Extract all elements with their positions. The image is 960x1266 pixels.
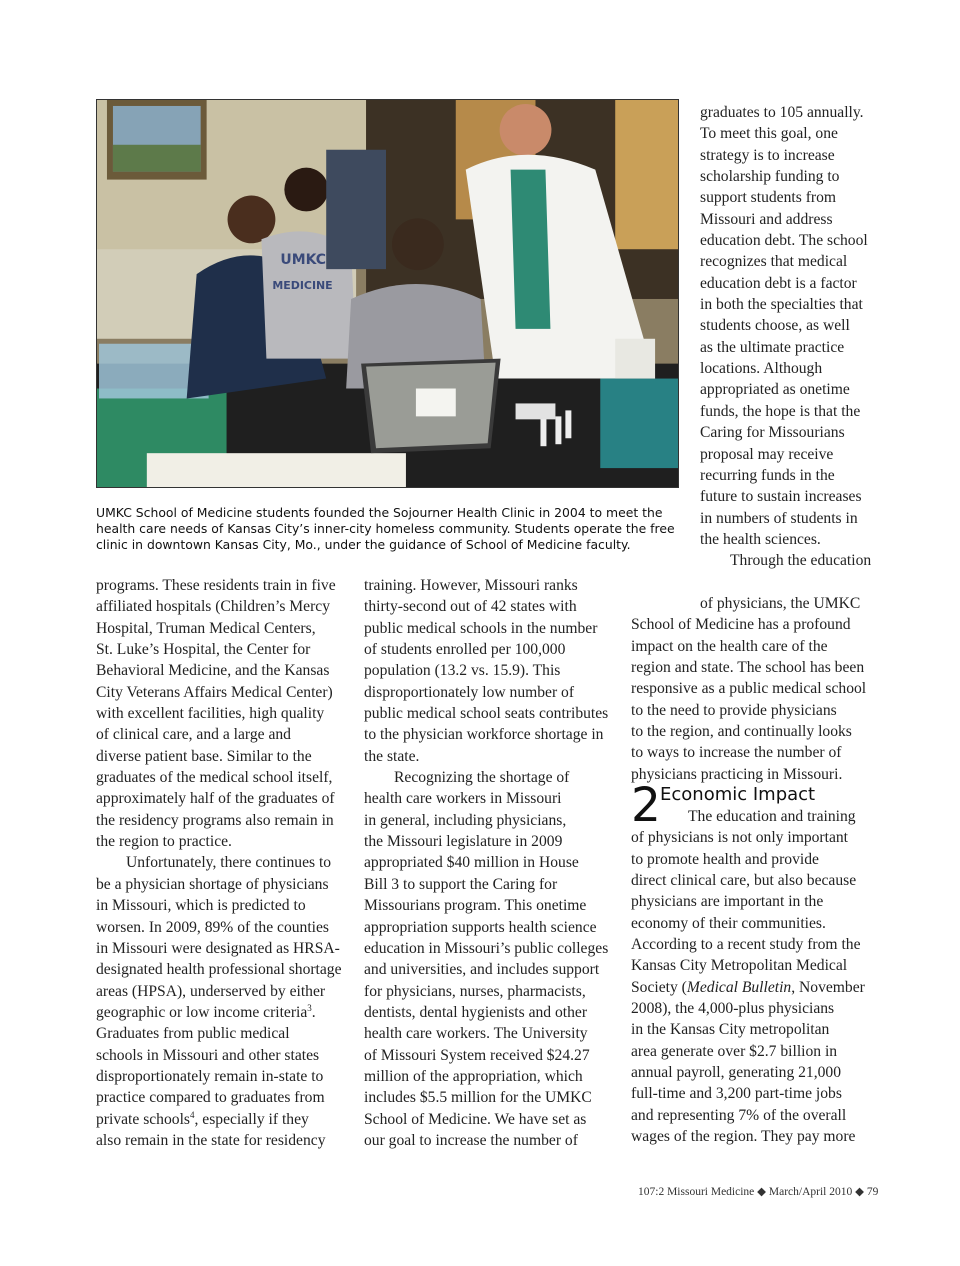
text-line: education debt is a factor — [700, 274, 857, 292]
text-line: with excellent facilities, high quality — [96, 705, 325, 723]
text-line: scholarship funding to — [700, 168, 840, 186]
text-line: the state. — [364, 747, 420, 765]
text-line: our goal to increase the number of — [364, 1131, 578, 1149]
text-line: programs. These residents train in five — [96, 577, 336, 594]
text-line: physicians practicing in Missouri. — [631, 765, 843, 783]
text-line — [631, 977, 881, 998]
text-line: Missourians program. This onetime — [364, 897, 587, 915]
text-line: Caring for Missourians — [700, 424, 845, 442]
text-line: to promote health and provide — [631, 850, 819, 868]
text-line: designated health professional shortage — [96, 961, 342, 979]
text-line: Missouri and address — [700, 210, 833, 228]
text-line: The education and training — [688, 808, 856, 825]
text-line: wages of the region. They pay more — [631, 1128, 856, 1146]
text-line: St. Luke’s Hospital, the Center for — [96, 641, 311, 659]
text-line: the Missouri legislature in 2009 — [364, 833, 563, 851]
text-line: to the physician workforce shortage in — [364, 726, 604, 744]
text-line: training. However, Missouri ranks — [364, 577, 578, 594]
text-line: schools in Missouri and other states — [96, 1046, 320, 1064]
text-line: area generate over $2.7 billion in — [631, 1042, 838, 1060]
text-fragment: geographic or low income criteria — [96, 1003, 308, 1021]
text-line: education debt. The school — [700, 232, 868, 250]
text-fragment: . — [311, 1003, 316, 1021]
text-fragment: private schools — [96, 1110, 190, 1128]
text-line: in the Kansas City metropolitan — [631, 1021, 830, 1039]
text-line: recurring funds in the — [700, 466, 835, 484]
text-line: School of Medicine. We have set as — [364, 1110, 587, 1128]
text-line: appropriated as onetime — [700, 381, 850, 399]
caption-line: clinic in downtown Kansas City, Mo., under the guidance of School of Medicine faculty. — [96, 537, 631, 552]
caption-line: UMKC School of Medicine students founded the Sojourner Health Clinic in 2004 to meet the — [96, 505, 663, 520]
text-line: in Missouri were designated as HRSA- — [96, 939, 340, 957]
text-line: for physicians, nurses, pharmacists, — [364, 982, 586, 1000]
section-number: 2 — [631, 778, 661, 833]
text-line: recognizes that medical — [700, 253, 848, 271]
text-line: health care workers in Missouri — [364, 790, 562, 808]
text-fragment: , especially if they — [194, 1110, 309, 1128]
text-line: region and state. The school has been — [631, 659, 865, 677]
text-line: in Missouri, which is predicted to — [96, 897, 306, 915]
text-line: of clinical care, and a large and — [96, 726, 291, 744]
page-footer: 107:2 Missouri Medicine ◆ March/April 2010 ◆ 79 — [638, 1186, 879, 1198]
text-line — [96, 1109, 348, 1130]
text-fragment: Society ( — [631, 978, 687, 996]
text-line: To meet this goal, one — [700, 125, 838, 143]
text-line: School of Medicine has a profound — [631, 616, 851, 634]
footnote-ref: 3 — [307, 1002, 312, 1013]
text-line: to the need to provide physicians — [631, 701, 837, 719]
text-line: to the region, and continually looks — [631, 723, 852, 741]
text-line: in both the specialties that — [700, 296, 863, 314]
column-2 — [364, 575, 616, 1151]
text-line: public medical schools in the number — [364, 619, 598, 637]
text-line: proposal may receive — [700, 445, 834, 463]
text-line: direct clinical care, but also because — [631, 872, 857, 890]
text-line: annual payroll, generating 21,000 — [631, 1064, 842, 1082]
text-line: future to sustain increases — [700, 488, 862, 506]
publication-title: Medical Bulletin — [686, 978, 792, 996]
text-line: disproportionately remain in-state to — [96, 1067, 324, 1085]
text-line: the health sciences. — [700, 530, 821, 548]
text-line: to ways to increase the number of — [631, 744, 842, 762]
text-line: of Missouri System received $24.27 — [364, 1046, 590, 1064]
text-line: approximately half of the graduates of — [96, 790, 335, 808]
footnote-ref: 4 — [189, 1109, 195, 1120]
text-line: also remain in the state for residency — [96, 1131, 326, 1149]
text-line: areas (HPSA), underserved by either — [96, 982, 326, 1000]
column-1 — [96, 575, 348, 1151]
text-line: responsive as a public medical school — [631, 680, 867, 698]
text-line: students choose, as well — [700, 317, 850, 335]
text-line: population (13.2 vs. 15.9). This — [364, 662, 561, 680]
caption-line: health care needs of Kansas City’s inner-city homeless community. Students operate the free — [96, 521, 675, 536]
clinic-photo-illustration — [97, 100, 678, 487]
text-line: the residency programs also remain in — [96, 811, 334, 829]
text-line: health care workers. The University — [364, 1025, 588, 1043]
column-3-bottom — [631, 806, 881, 1148]
text-line: affiliated hospitals (Children’s Mercy — [96, 598, 330, 616]
text-line: appropriation supports health science — [364, 918, 597, 936]
text-line: public medical school seats contributes — [364, 705, 609, 723]
shirt-text-medicine: MEDICINE — [272, 279, 333, 293]
text-line: as the ultimate practice — [700, 338, 845, 356]
text-line: According to a recent study from the — [631, 936, 861, 954]
text-line: Hospital, Truman Medical Centers, — [96, 619, 316, 637]
text-line: be a physician shortage of physicians — [96, 875, 329, 893]
text-line: appropriated $40 million in House — [364, 854, 579, 872]
text-line: practice compared to graduates from — [96, 1089, 325, 1107]
text-line: education in Missouri’s public colleges — [364, 939, 609, 957]
text-line: graduates of the medical school itself, — [96, 769, 333, 787]
shirt-text-umkc: UMKC — [280, 252, 327, 269]
text-line: economy of their communities. — [631, 914, 826, 932]
text-line: worsen. In 2009, 89% of the counties — [96, 918, 329, 936]
text-line: support students from — [700, 189, 837, 207]
text-line: and universities, and includes support — [364, 961, 600, 979]
column-3-top — [700, 102, 890, 572]
text-line: of students enrolled per 100,000 — [364, 641, 566, 659]
text-line: diverse patient base. Similar to the — [96, 747, 312, 765]
clinic-photo — [96, 99, 679, 488]
text-line: Kansas City Metropolitan Medical — [631, 957, 848, 975]
text-line: full-time and 3,200 part-time jobs — [631, 1085, 842, 1103]
text-line: impact on the health care of the — [631, 637, 828, 655]
text-line: disproportionately low number of — [364, 683, 575, 701]
text-line: Bill 3 to support the Caring for — [364, 875, 558, 893]
text-line: includes $5.5 million for the UMKC — [364, 1089, 592, 1107]
text-line: graduates to 105 annually. — [700, 104, 864, 121]
text-line: in numbers of students in — [700, 509, 858, 527]
text-line: and representing 7% of the overall — [631, 1106, 847, 1124]
text-line: dentists, dental hygienists and other — [364, 1003, 588, 1021]
text-line: Unfortunately, there continues to — [126, 854, 332, 872]
text-line: physicians are important in the — [631, 893, 824, 911]
text-line: of physicians, the UMKC — [700, 595, 861, 612]
column-3-middle — [631, 593, 881, 785]
text-fragment: , November — [791, 978, 865, 996]
photo-caption — [96, 505, 686, 553]
text-line — [96, 1002, 348, 1023]
text-line: of physicians is not only important — [631, 829, 848, 847]
text-line: Through the education — [730, 552, 872, 570]
text-line: strategy is to increase — [700, 146, 835, 164]
text-line: City Veterans Affairs Medical Center) — [96, 683, 333, 701]
text-line: funds, the hope is that the — [700, 402, 861, 420]
text-line: thirty-second out of 42 states with — [364, 598, 577, 616]
text-line: million of the appropriation, which — [364, 1067, 583, 1085]
text-line: 2008), the 4,000-plus physicians — [631, 1000, 835, 1018]
section-title: Economic Impact — [660, 784, 816, 805]
text-line: in general, including physicians, — [364, 811, 567, 829]
text-line: the region to practice. — [96, 833, 232, 851]
text-line: locations. Although — [700, 360, 823, 378]
text-line: Graduates from public medical — [96, 1025, 290, 1043]
text-line: Recognizing the shortage of — [394, 769, 570, 787]
text-line: Behavioral Medicine, and the Kansas — [96, 662, 330, 680]
